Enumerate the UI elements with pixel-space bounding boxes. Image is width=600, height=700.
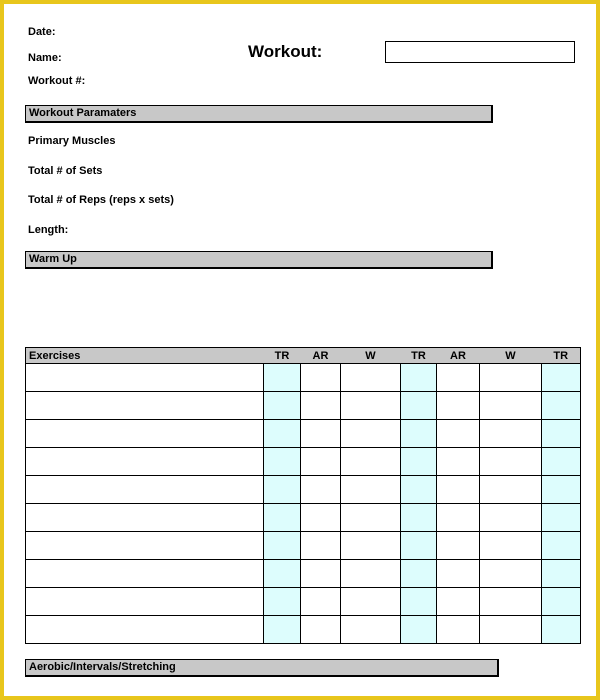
w-column-header: W (480, 348, 542, 364)
w-cell[interactable] (480, 616, 542, 644)
ar-cell[interactable] (437, 476, 480, 504)
ar-cell[interactable] (301, 392, 341, 420)
table-row (26, 616, 581, 644)
tr-cell[interactable] (401, 588, 437, 616)
w-cell[interactable] (480, 448, 542, 476)
ar-cell[interactable] (437, 504, 480, 532)
w-cell[interactable] (480, 560, 542, 588)
tr-cell[interactable] (264, 532, 301, 560)
ar-cell[interactable] (301, 420, 341, 448)
tr-cell[interactable] (401, 364, 437, 392)
exercises-table (25, 347, 581, 644)
w-cell[interactable] (341, 560, 401, 588)
ar-cell[interactable] (301, 560, 341, 588)
workout-name-field[interactable] (385, 41, 575, 63)
date-label: Date: (28, 26, 56, 38)
tr-cell[interactable] (401, 392, 437, 420)
tr-column-header: TR (542, 348, 581, 364)
w-cell[interactable] (480, 364, 542, 392)
table-row (26, 476, 581, 504)
tr-cell[interactable] (401, 448, 437, 476)
ar-column-header: AR (437, 348, 480, 364)
tr-cell[interactable] (542, 616, 581, 644)
ar-cell[interactable] (437, 392, 480, 420)
w-cell[interactable] (480, 392, 542, 420)
w-cell[interactable] (341, 364, 401, 392)
table-row (26, 392, 581, 420)
ar-cell[interactable] (437, 448, 480, 476)
tr-cell[interactable] (401, 616, 437, 644)
exercise-name-cell[interactable] (26, 616, 264, 644)
ar-cell[interactable] (437, 560, 480, 588)
warm-up-header: Warm Up (25, 251, 493, 269)
ar-cell[interactable] (437, 364, 480, 392)
table-row (26, 504, 581, 532)
tr-cell[interactable] (264, 448, 301, 476)
tr-cell[interactable] (401, 532, 437, 560)
tr-cell[interactable] (401, 560, 437, 588)
tr-cell[interactable] (264, 504, 301, 532)
w-cell[interactable] (480, 588, 542, 616)
exercises-column-header: Exercises (26, 348, 264, 364)
aerobic-intervals-stretching-header: Aerobic/Intervals/Stretching (25, 659, 499, 677)
ar-cell[interactable] (437, 616, 480, 644)
workout-parameters-header: Workout Paramaters (25, 105, 493, 123)
ar-cell[interactable] (301, 364, 341, 392)
tr-cell[interactable] (264, 560, 301, 588)
exercise-name-cell[interactable] (26, 392, 264, 420)
tr-cell[interactable] (542, 420, 581, 448)
primary-muscles-label: Primary Muscles (28, 135, 116, 147)
tr-cell[interactable] (542, 448, 581, 476)
ar-column-header: AR (301, 348, 341, 364)
ar-cell[interactable] (437, 588, 480, 616)
exercise-name-cell[interactable] (26, 504, 264, 532)
ar-cell[interactable] (301, 448, 341, 476)
ar-cell[interactable] (301, 476, 341, 504)
table-row (26, 420, 581, 448)
w-cell[interactable] (341, 476, 401, 504)
w-cell[interactable] (341, 532, 401, 560)
ar-cell[interactable] (301, 616, 341, 644)
workout-number-label: Workout #: (28, 75, 86, 87)
table-row (26, 532, 581, 560)
w-cell[interactable] (341, 448, 401, 476)
name-label: Name: (28, 52, 62, 64)
tr-cell[interactable] (401, 476, 437, 504)
tr-cell[interactable] (542, 588, 581, 616)
tr-cell[interactable] (542, 504, 581, 532)
exercise-name-cell[interactable] (26, 448, 264, 476)
length-label: Length: (28, 224, 69, 236)
ar-cell[interactable] (437, 420, 480, 448)
tr-cell[interactable] (264, 392, 301, 420)
ar-cell[interactable] (301, 532, 341, 560)
tr-cell[interactable] (264, 588, 301, 616)
ar-cell[interactable] (301, 588, 341, 616)
w-cell[interactable] (480, 476, 542, 504)
exercise-name-cell[interactable] (26, 532, 264, 560)
ar-cell[interactable] (301, 504, 341, 532)
tr-cell[interactable] (542, 476, 581, 504)
exercises-header-row (26, 348, 581, 364)
w-cell[interactable] (480, 420, 542, 448)
w-cell[interactable] (480, 504, 542, 532)
tr-cell[interactable] (542, 392, 581, 420)
tr-cell[interactable] (542, 364, 581, 392)
tr-cell[interactable] (264, 364, 301, 392)
w-cell[interactable] (341, 392, 401, 420)
w-cell[interactable] (341, 504, 401, 532)
tr-cell[interactable] (542, 532, 581, 560)
exercise-name-cell[interactable] (26, 588, 264, 616)
tr-column-header: TR (264, 348, 301, 364)
exercise-name-cell[interactable] (26, 476, 264, 504)
tr-cell[interactable] (542, 560, 581, 588)
total-sets-label: Total # of Sets (28, 165, 103, 177)
table-row (26, 560, 581, 588)
w-cell[interactable] (341, 420, 401, 448)
workout-title: Workout: (248, 42, 323, 61)
w-cell[interactable] (341, 616, 401, 644)
table-row (26, 588, 581, 616)
tr-cell[interactable] (401, 504, 437, 532)
w-column-header: W (341, 348, 401, 364)
tr-column-header: TR (401, 348, 437, 364)
exercise-name-cell[interactable] (26, 560, 264, 588)
exercises-table-body (26, 364, 581, 644)
exercise-name-cell[interactable] (26, 364, 264, 392)
w-cell[interactable] (480, 532, 542, 560)
tr-cell[interactable] (264, 476, 301, 504)
total-reps-label: Total # of Reps (reps x sets) (28, 194, 174, 206)
exercise-name-cell[interactable] (26, 420, 264, 448)
table-row (26, 364, 581, 392)
tr-cell[interactable] (264, 420, 301, 448)
ar-cell[interactable] (437, 532, 480, 560)
table-row (26, 448, 581, 476)
w-cell[interactable] (341, 588, 401, 616)
tr-cell[interactable] (264, 616, 301, 644)
tr-cell[interactable] (401, 420, 437, 448)
